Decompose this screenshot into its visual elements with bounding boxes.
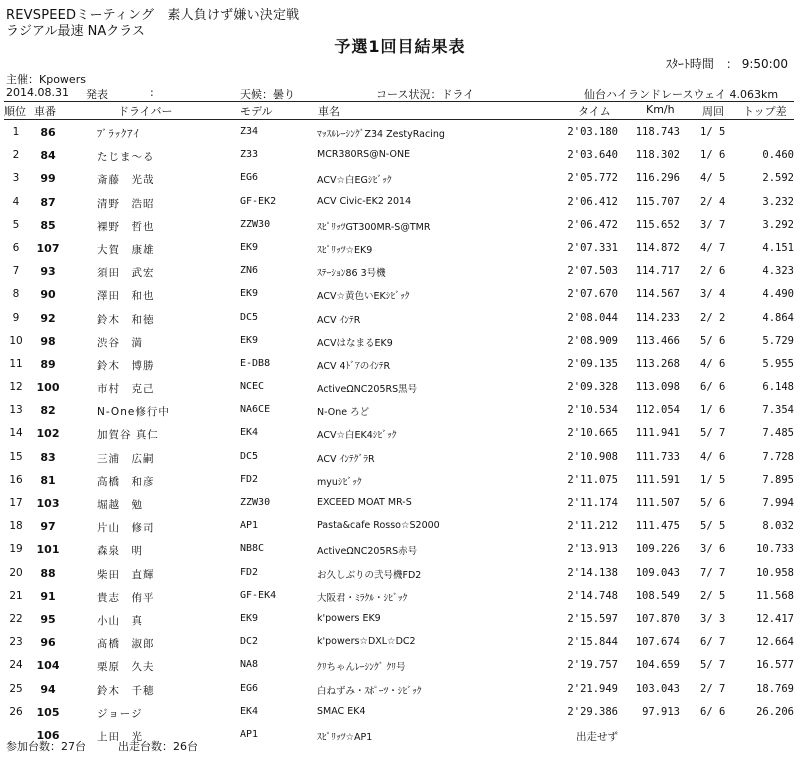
row-driver: 小山 真 — [97, 614, 143, 627]
row-driver: 斎藤 光哉 — [97, 174, 155, 187]
table-row — [0, 330, 800, 353]
row-lap-count: 6/ 6 — [700, 381, 726, 394]
row-lap-time: 2'11.212 — [567, 520, 618, 533]
row-model: EK9 — [240, 612, 259, 624]
table-row — [0, 678, 800, 701]
row-driver: 鈴木 和徳 — [97, 313, 155, 326]
row-lap-count: 1/ 5 — [700, 473, 726, 486]
row-gap: 7.994 — [762, 497, 794, 509]
row-driver: 片山 修司 — [97, 522, 155, 535]
row-model: NB8C — [240, 543, 265, 555]
table-row — [0, 492, 800, 515]
table-row — [0, 376, 800, 399]
row-lap-time: 2'06.472 — [567, 218, 618, 231]
row-speed: 109.043 — [635, 566, 680, 579]
row-gap: 2.592 — [762, 172, 794, 185]
row-lap-time: 2'03.180 — [567, 126, 618, 138]
table-row — [0, 515, 800, 538]
row-lap-time: 2'11.075 — [567, 473, 618, 486]
row-gap: 8.032 — [762, 520, 794, 533]
table-row — [0, 701, 800, 724]
row-car-name: k'powers EK9 — [317, 612, 381, 624]
row-driver: 須田 武宏 — [97, 267, 155, 280]
row-gap: 4.490 — [762, 288, 794, 301]
table-row — [0, 399, 800, 422]
row-lap-count: 3/ 3 — [700, 612, 726, 625]
row-speed: 114.872 — [635, 241, 680, 254]
table-row — [0, 191, 800, 214]
row-model: ZN6 — [240, 265, 259, 277]
row-position: 15 — [9, 450, 23, 463]
row-model: NCEC — [240, 381, 265, 393]
row-lap-time: 2'11.174 — [567, 497, 618, 509]
announce-label: 発表 — [86, 88, 108, 101]
row-car-number: 83 — [40, 450, 56, 464]
row-model: E-DB8 — [240, 357, 271, 369]
row-car-number: 107 — [36, 241, 60, 255]
row-lap-count: 2/ 7 — [700, 682, 726, 695]
row-speed: 114.717 — [635, 265, 680, 278]
row-model: EK4 — [240, 705, 259, 717]
row-lap-time: 2'07.670 — [567, 288, 618, 301]
row-lap-count: 5/ 7 — [700, 659, 726, 672]
row-gap: 26.206 — [756, 705, 794, 718]
row-speed: 113.268 — [635, 357, 680, 370]
row-car-number: 82 — [40, 404, 56, 418]
row-lap-count: 5/ 5 — [700, 520, 726, 533]
row-car-name: ACV☆白EGｼﾋﾞｯｸ — [317, 175, 392, 187]
row-gap: 10.733 — [756, 543, 794, 556]
row-gap: 5.955 — [762, 357, 794, 370]
row-model: ZZW30 — [240, 497, 271, 508]
row-gap: 16.577 — [756, 659, 794, 672]
row-lap-time: 2'06.412 — [567, 195, 618, 208]
row-car-number: 92 — [40, 311, 56, 325]
row-driver: 鈴木 博勝 — [97, 359, 155, 372]
row-position: 4 — [12, 195, 20, 208]
table-row — [0, 260, 800, 283]
row-car-name: ﾏｯｽﾙﾚｰｼﾝｸﾞZ34 ZestyRacing — [317, 129, 445, 140]
row-car-name: ACVはなまるEK9 — [317, 337, 393, 349]
row-driver: 鈴木 千穂 — [97, 684, 155, 697]
table-row — [0, 422, 800, 445]
row-driver: 三浦 広嗣 — [97, 452, 155, 465]
row-speed: 111.591 — [635, 473, 680, 486]
row-lap-time: 2'14.748 — [567, 589, 618, 602]
row-position: 19 — [9, 543, 23, 556]
row-lap-time: 2'13.913 — [567, 543, 618, 556]
row-lap-count: 4/ 6 — [700, 357, 726, 370]
row-gap: 6.148 — [762, 381, 794, 394]
row-model: GF-EK2 — [240, 195, 277, 207]
row-speed: 113.466 — [635, 334, 680, 347]
row-car-name: Pasta&cafe Rosso☆S2000 — [317, 520, 440, 532]
row-lap-count: 1/ 5 — [700, 126, 726, 138]
row-position: 20 — [9, 566, 23, 579]
row-lap-count: 2/ 5 — [700, 589, 726, 602]
row-lap-count: 3/ 6 — [700, 543, 726, 556]
row-lap-count: 1/ 6 — [700, 404, 726, 417]
start-time: ｽﾀｰﾄ時間 ： 9:50:00 — [665, 57, 788, 71]
col-car-header: 車名 — [318, 105, 340, 118]
row-car-name: ｽﾋﾟﾘｯﾂ☆EK9 — [317, 244, 373, 256]
row-gap: 18.769 — [756, 682, 794, 695]
row-position: 21 — [9, 589, 23, 602]
weather: 天候：曇り — [240, 88, 295, 101]
row-lap-time: 2'14.138 — [567, 566, 618, 579]
row-lap-count: 4/ 6 — [700, 450, 726, 463]
row-speed: 109.226 — [635, 543, 680, 556]
row-model: EK4 — [240, 427, 259, 439]
row-gap: 0.460 — [762, 149, 794, 162]
row-position: 10 — [9, 334, 23, 347]
row-driver: N-One修行中 — [97, 406, 170, 419]
row-speed: 108.549 — [635, 589, 680, 602]
row-car-name: ｽﾃｰｼｮﾝ86 3号機 — [317, 268, 386, 280]
row-car-number: 94 — [40, 682, 56, 696]
row-lap-time: 2'19.757 — [567, 659, 618, 672]
row-position: 11 — [9, 357, 23, 370]
row-car-number: 90 — [40, 288, 56, 302]
row-model: NA8 — [240, 659, 259, 671]
table-row — [0, 631, 800, 654]
row-car-number: 105 — [36, 705, 60, 719]
row-position: 13 — [9, 404, 23, 417]
row-lap-count: 5/ 7 — [700, 427, 726, 440]
row-gap: 4.864 — [762, 311, 794, 324]
col-time-header: タイム — [578, 105, 611, 118]
row-car-number: 103 — [36, 497, 60, 510]
row-lap-count: 1/ 6 — [700, 149, 726, 162]
row-gap: 7.728 — [762, 450, 794, 463]
row-car-number: 101 — [36, 543, 60, 557]
col-gap-header: トップ差 — [743, 105, 787, 118]
row-lap-time: 2'10.908 — [567, 450, 618, 463]
page-title: 予選1回目結果表 — [334, 37, 466, 56]
row-speed: 116.296 — [635, 172, 680, 185]
row-car-name: 白ねずみ・ｽﾎﾟｰﾂ・ｼﾋﾞｯｸ — [317, 685, 422, 697]
row-model: NA6CE — [240, 404, 271, 416]
row-position: 1 — [12, 126, 20, 138]
row-car-number: 97 — [40, 520, 56, 534]
row-lap-time: 2'07.503 — [567, 265, 618, 278]
table-row — [0, 144, 800, 167]
row-speed: 107.870 — [635, 612, 680, 625]
row-speed: 114.567 — [635, 288, 680, 301]
row-lap-count: 2/ 4 — [700, 195, 726, 208]
row-car-name: MCR380RS@N-ONE — [317, 149, 411, 161]
row-speed: 104.659 — [635, 659, 680, 672]
row-driver: ﾌﾞﾗｯｸｱｲ — [97, 128, 140, 140]
row-position: 25 — [9, 682, 23, 695]
row-model: EK9 — [240, 241, 259, 253]
row-position: 6 — [12, 241, 20, 254]
row-car-number: 85 — [40, 218, 56, 232]
row-driver: 柴田 直輝 — [97, 568, 155, 581]
row-driver: 裸野 哲也 — [97, 220, 155, 233]
row-driver: 大賀 康雄 — [97, 243, 155, 256]
row-lap-time: 2'15.597 — [567, 612, 618, 625]
row-speed: 103.043 — [635, 682, 680, 695]
table-row — [0, 307, 800, 330]
row-model: ZZW30 — [240, 218, 271, 230]
row-model: EK9 — [240, 288, 259, 300]
row-driver: 上田 光 — [97, 730, 143, 743]
row-model: DC5 — [240, 450, 259, 462]
row-car-name: myuｼﾋﾞｯｸ — [317, 476, 362, 488]
row-lap-time: 2'09.135 — [567, 357, 618, 370]
row-position: 14 — [9, 427, 23, 440]
col-pos-header: 順位 — [4, 105, 26, 118]
row-car-number: 100 — [36, 381, 60, 395]
class-title: ラジアル最速 NAクラス — [6, 24, 145, 39]
row-lap-time: 2'15.844 — [567, 636, 618, 649]
col-driver-header: ドライバー — [118, 105, 173, 118]
row-model: AP1 — [240, 520, 259, 532]
row-model: GF-EK4 — [240, 589, 277, 601]
row-position: 9 — [12, 311, 20, 324]
row-position: 5 — [12, 218, 20, 231]
table-row — [0, 167, 800, 190]
row-car-number: 99 — [40, 172, 56, 186]
results-table — [0, 121, 800, 747]
row-car-name: ACV☆白EK4ｼﾋﾞｯｸ — [317, 430, 397, 442]
row-gap: 4.323 — [762, 265, 794, 278]
row-driver: 渋谷 満 — [97, 336, 143, 349]
row-position: 17 — [9, 497, 23, 509]
entries-count: 参加台数：27台 — [6, 740, 86, 753]
row-model: EG6 — [240, 682, 259, 694]
row-car-number: 93 — [40, 265, 56, 279]
row-lap-time: 2'10.534 — [567, 404, 618, 417]
row-gap: 5.729 — [762, 334, 794, 347]
row-speed: 114.233 — [635, 311, 680, 324]
col-lap-header: 周回 — [702, 105, 724, 118]
row-lap-count: 3/ 4 — [700, 288, 726, 301]
row-car-name: ｽﾋﾟﾘｯﾂ☆AP1 — [317, 731, 373, 743]
table-row — [0, 214, 800, 237]
row-position: 26 — [9, 705, 23, 718]
row-car-name: k'powers☆DXL☆DC2 — [317, 636, 416, 648]
row-lap-time: 出走せず — [576, 730, 618, 743]
row-speed: 112.054 — [635, 404, 680, 417]
row-speed: 107.674 — [635, 636, 680, 649]
announce-colon: : — [150, 86, 154, 99]
row-model: FD2 — [240, 566, 259, 578]
venue: 仙台ハイランドレースウェイ 4.063km — [584, 88, 779, 101]
table-row — [0, 585, 800, 608]
row-gap: 10.958 — [756, 566, 794, 579]
col-kmh-header: Km/h — [646, 103, 675, 116]
table-row — [0, 283, 800, 306]
row-car-number: 95 — [40, 612, 56, 626]
row-lap-count: 6/ 6 — [700, 705, 726, 718]
row-lap-time: 2'29.386 — [567, 705, 618, 718]
row-driver: 堀越 勉 — [97, 499, 143, 511]
row-model: DC2 — [240, 636, 259, 648]
row-model: EG6 — [240, 172, 259, 184]
row-speed: 111.507 — [635, 497, 680, 509]
row-car-name: ActiveΩNC205RS黒号 — [317, 384, 418, 396]
row-car-name: SMAC EK4 — [317, 705, 366, 717]
table-row — [0, 538, 800, 561]
row-position: 16 — [9, 473, 23, 486]
row-car-number: 96 — [40, 636, 56, 650]
divider-header — [4, 119, 794, 120]
row-lap-count: 4/ 5 — [700, 172, 726, 185]
row-gap: 7.895 — [762, 473, 794, 486]
row-lap-count: 7/ 7 — [700, 566, 726, 579]
row-driver: ジョージ — [97, 707, 143, 720]
organizer: 主催：Kpowers — [6, 73, 86, 86]
row-lap-count: 2/ 2 — [700, 311, 726, 324]
row-position: 23 — [9, 636, 23, 649]
row-car-number: 104 — [36, 659, 60, 673]
table-row — [0, 237, 800, 260]
row-lap-time: 2'10.665 — [567, 427, 618, 440]
table-row — [0, 446, 800, 469]
row-position: 22 — [9, 612, 23, 625]
row-model: Z33 — [240, 149, 259, 161]
row-lap-count: 3/ 7 — [700, 218, 726, 231]
row-lap-time: 2'05.772 — [567, 172, 618, 185]
row-position: 24 — [9, 659, 23, 672]
row-car-number: 91 — [40, 589, 56, 603]
row-car-number: 98 — [40, 334, 56, 348]
row-lap-time: 2'21.949 — [567, 682, 618, 695]
row-car-name: ACV ｲﾝﾃR — [317, 314, 361, 326]
row-lap-count: 4/ 7 — [700, 241, 726, 254]
event-title: REVSPEEDミーティング 素人負けず嫌い決定戦 — [6, 8, 300, 23]
row-speed: 118.743 — [635, 126, 680, 138]
divider-top — [4, 101, 794, 102]
row-driver: 高橋 和彦 — [97, 475, 155, 488]
table-row — [0, 353, 800, 376]
row-car-number: 81 — [40, 473, 56, 487]
table-row — [0, 608, 800, 631]
row-position: 2 — [12, 149, 20, 162]
row-car-name: N-One ろど — [317, 407, 370, 419]
row-car-name: お久しぶりの弐号機FD2 — [317, 569, 422, 581]
row-gap: 3.292 — [762, 218, 794, 231]
row-speed: 115.652 — [635, 218, 680, 231]
row-speed: 115.707 — [635, 195, 680, 208]
row-car-name: ACV 4ﾄﾞｱのｲﾝﾃR — [317, 360, 391, 372]
row-car-number: 84 — [40, 149, 56, 163]
row-car-name: ｸﾘちゃんﾚｰｼﾝｸﾞ ｸﾘ号 — [317, 662, 406, 674]
row-lap-count: 5/ 6 — [700, 334, 726, 347]
row-gap: 4.151 — [762, 241, 794, 254]
col-model-header: モデル — [240, 105, 273, 118]
table-row — [0, 562, 800, 585]
row-model: DC5 — [240, 311, 259, 323]
row-driver: 貴志 侑平 — [97, 591, 155, 604]
row-lap-count: 5/ 6 — [700, 497, 726, 509]
row-speed: 113.098 — [635, 381, 680, 394]
row-model: Z34 — [240, 126, 259, 137]
row-lap-time: 2'08.909 — [567, 334, 618, 347]
row-lap-count: 6/ 7 — [700, 636, 726, 649]
row-driver: 加賀谷 真仁 — [97, 429, 159, 442]
row-car-number: 89 — [40, 357, 56, 371]
row-speed: 97.913 — [642, 705, 680, 718]
row-position: 12 — [9, 381, 23, 394]
row-driver: 市村 克己 — [97, 383, 155, 396]
row-car-number: 102 — [36, 427, 60, 441]
row-lap-time: 2'09.328 — [567, 381, 618, 394]
row-gap: 12.664 — [756, 636, 794, 649]
row-speed: 118.302 — [635, 149, 680, 162]
table-row — [0, 469, 800, 492]
row-speed: 111.941 — [635, 427, 680, 440]
row-gap: 7.354 — [762, 404, 794, 417]
row-lap-time: 2'03.640 — [567, 149, 618, 162]
row-car-name: ACV ｲﾝﾃｸﾞﾗR — [317, 453, 375, 465]
row-car-name: ACV☆黄色いEKｼﾋﾞｯｸ — [317, 291, 410, 303]
course-status: コース状況：ドライ — [376, 88, 475, 101]
row-driver: 澤田 和也 — [97, 290, 155, 303]
row-car-name: ｽﾋﾟﾘｯﾂGT300MR-S@TMR — [317, 221, 431, 233]
row-gap: 11.568 — [756, 589, 794, 602]
row-car-name: EXCEED MOAT MR-S — [317, 497, 412, 508]
row-position: 8 — [12, 288, 20, 301]
row-speed: 111.733 — [635, 450, 680, 463]
row-position: 3 — [12, 172, 20, 185]
row-car-name: 大阪君・ﾐﾗｸﾙ・ｼﾋﾞｯｸ — [317, 592, 408, 604]
row-lap-time: 2'07.331 — [567, 241, 618, 254]
row-driver: 森泉 明 — [97, 545, 143, 558]
starters-count: 出走台数：26台 — [118, 740, 198, 753]
row-driver: 栗原 久夫 — [97, 661, 155, 674]
col-num-header: 車番 — [34, 105, 56, 118]
row-car-number: 106 — [36, 728, 60, 742]
row-gap: 3.232 — [762, 195, 794, 208]
row-model: EK9 — [240, 334, 259, 346]
row-gap: 12.417 — [756, 612, 794, 625]
row-lap-time: 2'08.044 — [567, 311, 618, 324]
row-driver: 清野 浩昭 — [97, 197, 155, 210]
row-driver: たじま～る — [97, 151, 155, 164]
row-car-number: 88 — [40, 566, 56, 580]
row-position: 7 — [12, 265, 20, 278]
row-speed: 111.475 — [635, 520, 680, 533]
row-car-number: 87 — [40, 195, 56, 209]
row-model: FD2 — [240, 473, 259, 485]
row-position: 18 — [9, 520, 23, 533]
table-row — [0, 654, 800, 677]
row-model: AP1 — [240, 728, 259, 740]
row-car-name: ACV Civic-EK2 2014 — [317, 195, 412, 207]
table-row — [0, 121, 800, 144]
date: 2014.08.31 — [6, 86, 69, 99]
row-gap: 7.485 — [762, 427, 794, 440]
row-car-number: 86 — [40, 126, 56, 139]
row-car-name: ActiveΩNC205RS赤号 — [317, 546, 418, 558]
row-lap-count: 2/ 6 — [700, 265, 726, 278]
row-driver: 髙橋 淑郎 — [97, 638, 155, 651]
